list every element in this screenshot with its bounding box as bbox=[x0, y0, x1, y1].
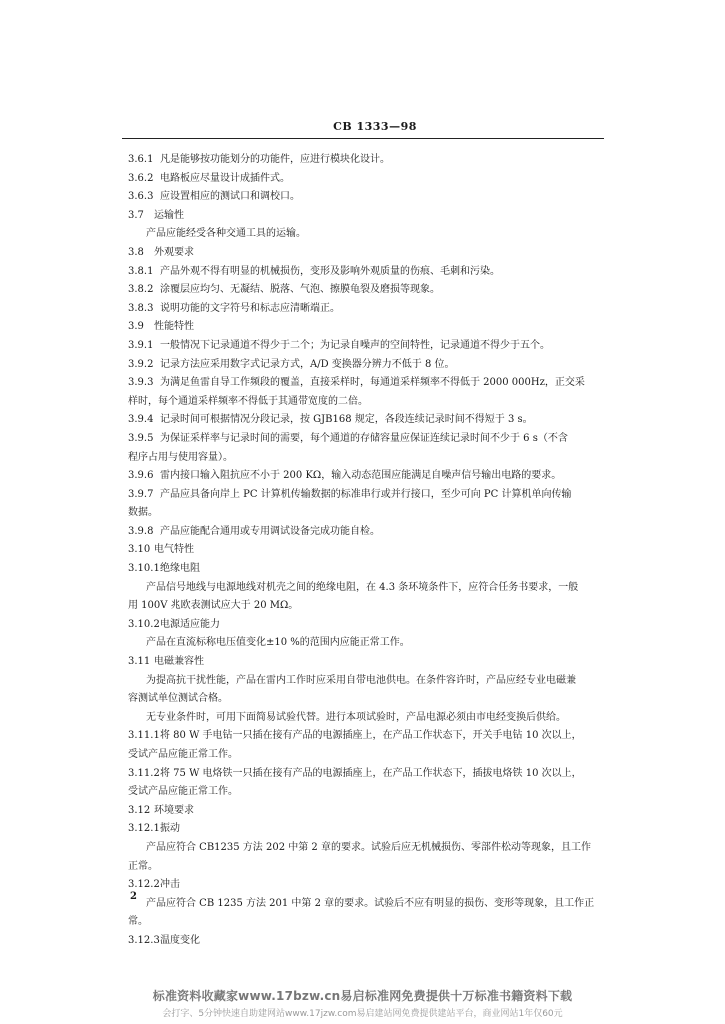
clause-text: 受试产品应能正常工作。 bbox=[128, 749, 238, 760]
clause-text: 一般情况下记录通道不得少于二个；为记录自噪声的空间特性，记录通道不得少于五个。 bbox=[160, 339, 550, 351]
clause-text: 产品应符合 CB 1235 方法 201 中第 2 章的要求。试验后不应有明显的损伤、变形等现象，且工作正 bbox=[146, 897, 595, 909]
document-line bbox=[128, 263, 604, 282]
document-line bbox=[128, 727, 604, 746]
document-line bbox=[128, 560, 604, 579]
clause-number: 3.9 bbox=[128, 321, 144, 333]
clause-text: 为保证采样率与记录时间的需要，每个通道的存储容量应保证连续记录时间不少于 6 s（不含 bbox=[160, 432, 568, 444]
clause-text: 温度变化 bbox=[160, 934, 200, 946]
document-line bbox=[128, 690, 604, 709]
document-line bbox=[128, 374, 604, 393]
document-line bbox=[128, 393, 604, 412]
clause-number: 3.8 bbox=[128, 246, 144, 258]
clause-text: 受试产品应能正常工作。 bbox=[128, 786, 238, 798]
clause-text: 产品应能配合通用或专用调试设备完成功能自检。 bbox=[160, 525, 380, 537]
clause-text: 容测试单位测试合格。 bbox=[128, 693, 228, 705]
clause-text: 将 75 W 电烙铁一只插在接有产品的电源插座上，在产品工作状态下，插拔电烙铁 10 次以上， bbox=[160, 767, 582, 779]
clause-text: 绝缘电阻 bbox=[160, 563, 200, 575]
document-line bbox=[128, 634, 604, 653]
document-line bbox=[128, 337, 604, 356]
document-body bbox=[128, 151, 604, 951]
document-line bbox=[128, 802, 604, 821]
clause-number: 3.12.2 bbox=[128, 879, 160, 891]
clause-number: 3.6.3 bbox=[128, 191, 154, 203]
document-line bbox=[128, 151, 604, 170]
clause-text: 产品外观不得有明显的机械损伤，变形及影响外观质量的伤痕、毛刺和污染。 bbox=[160, 265, 500, 277]
clause-number: 3.6.2 bbox=[128, 172, 154, 184]
document-line bbox=[128, 579, 604, 598]
document-line bbox=[128, 709, 604, 728]
document-line bbox=[128, 653, 604, 672]
clause-text: 外观要求 bbox=[154, 246, 194, 258]
clause-number: 3.11.2 bbox=[128, 767, 160, 779]
clause-text: 涂覆层应均匀、无凝结、脱落、气泡、擦膜龟裂及磨损等现象。 bbox=[160, 284, 440, 296]
document-line bbox=[128, 597, 604, 616]
document-line bbox=[128, 449, 604, 468]
document-line bbox=[128, 672, 604, 691]
clause-text: 冲击 bbox=[160, 879, 180, 891]
clause-number: 3.9.7 bbox=[128, 488, 154, 500]
clause-text: 振动 bbox=[160, 823, 180, 835]
clause-number: 3.12.3 bbox=[128, 934, 160, 946]
clause-text: 凡是能够按功能划分的功能件，应进行模块化设计。 bbox=[160, 154, 390, 165]
clause-number: 3.9.3 bbox=[128, 377, 154, 389]
clause-text: 雷内接口输入阻抗应不小于 200 KΩ，输入动态范围应能满足自噪声信号输出电路的要求。 bbox=[160, 470, 562, 482]
document-line bbox=[128, 225, 604, 244]
clause-number: 3.9.6 bbox=[128, 470, 154, 482]
clause-number: 3.10 bbox=[128, 544, 151, 556]
clause-number: 3.12 bbox=[128, 804, 151, 816]
document-line bbox=[128, 356, 604, 375]
clause-number: 3.7 bbox=[128, 209, 144, 221]
document-line bbox=[128, 244, 604, 263]
clause-number: 3.8.3 bbox=[128, 302, 154, 314]
document-line bbox=[128, 188, 604, 207]
document-line bbox=[128, 504, 604, 523]
document-line bbox=[128, 300, 604, 319]
clause-text: 为满足鱼雷自导工作频段的覆盖，直接采样时，每通道采样频率不得低于 2000 000Hz，正交采 bbox=[160, 377, 585, 389]
clause-text: 电磁兼容性 bbox=[154, 656, 204, 668]
document-line bbox=[128, 207, 604, 226]
footer-watermark-line1: 标准资料收藏家www.17bzw.cn易启标准网免费提供十万标准书籍资料下载 bbox=[152, 989, 573, 1003]
clause-number: 3.8.2 bbox=[128, 284, 154, 296]
document-line bbox=[128, 170, 604, 189]
document-line bbox=[128, 932, 604, 951]
document-line bbox=[128, 895, 604, 914]
clause-text: 电气特性 bbox=[154, 544, 194, 556]
document-line bbox=[128, 913, 604, 932]
clause-text: 正常。 bbox=[128, 860, 158, 872]
clause-text: 数据。 bbox=[128, 507, 158, 519]
clause-number: 3.10.1 bbox=[128, 563, 160, 575]
footer-watermark-line2: 会打字、5分钟快速自助建网站www.17jzw.com易启建站网免费提供建站平台，商业网站1年仅60元 bbox=[162, 1009, 563, 1019]
clause-text: 应设置相应的测试口和调校口。 bbox=[160, 191, 300, 203]
clause-text: 产品应具备向岸上 PC 计算机传输数据的标准串行或并行接口，至少可向 PC 计算机单向传输 bbox=[160, 488, 572, 500]
clause-number: 3.6.1 bbox=[128, 154, 154, 165]
clause-number: 3.9.1 bbox=[128, 339, 154, 351]
header-rule bbox=[122, 138, 604, 139]
clause-text: 常。 bbox=[128, 916, 148, 928]
clause-number: 3.11 bbox=[128, 656, 151, 668]
document-line bbox=[128, 430, 604, 449]
clause-number: 3.10.2 bbox=[128, 618, 160, 630]
clause-text: 记录方法应采用数字式记录方式，A/D 变换器分辨力不低于 8 位。 bbox=[160, 358, 455, 370]
clause-text: 为提高抗干扰性能，产品在雷内工作时应采用自带电池供电。在条件容许时，产品应经专业电磁兼 bbox=[146, 674, 576, 686]
page-number: 2 bbox=[130, 891, 137, 902]
clause-number: 3.9.2 bbox=[128, 358, 154, 370]
document-line bbox=[128, 876, 604, 895]
clause-text: 电源适应能力 bbox=[160, 618, 220, 630]
document-line bbox=[128, 746, 604, 765]
clause-number: 3.9.4 bbox=[128, 414, 154, 426]
clause-text: 样时，每个通道采样频率不得低于其通带宽度的二倍。 bbox=[128, 395, 368, 407]
document-line bbox=[128, 839, 604, 858]
clause-number: 3.12.1 bbox=[128, 823, 160, 835]
document-line bbox=[128, 523, 604, 542]
clause-text: 产品应能经受各种交通工具的运输。 bbox=[146, 228, 306, 240]
document-line bbox=[128, 783, 604, 802]
clause-number: 3.9.8 bbox=[128, 525, 154, 537]
document-line bbox=[128, 820, 604, 839]
clause-text: 说明功能的文字符号和标志应清晰端正。 bbox=[160, 302, 340, 314]
document-line bbox=[128, 765, 604, 784]
document-line bbox=[128, 467, 604, 486]
document-line bbox=[128, 281, 604, 300]
document-line bbox=[128, 411, 604, 430]
clause-text: 用 100V 兆欧表测试应大于 20 MΩ。 bbox=[128, 600, 299, 612]
document-line bbox=[128, 541, 604, 560]
clause-number: 3.8.1 bbox=[128, 265, 154, 277]
clause-text: 性能特性 bbox=[154, 321, 194, 333]
document-line bbox=[128, 318, 604, 337]
document-line bbox=[128, 858, 604, 877]
clause-text: 产品应符合 CB1235 方法 202 中第 2 章的要求。试验后应无机械损伤、零部件松动等现象，且工作 bbox=[146, 841, 591, 853]
clause-text: 记录时间可根据情况分段记录，按 GJB168 规定，各段连续记录时间不得短于 3 s。 bbox=[160, 414, 533, 426]
clause-number: 3.11.1 bbox=[128, 730, 160, 742]
document-line bbox=[128, 486, 604, 505]
clause-text: 运输性 bbox=[154, 209, 184, 221]
clause-text: 产品信号地线与电源地线对机壳之间的绝缘电阻，在 4.3 条环境条件下，应符合任务书要求，一般 bbox=[146, 581, 579, 593]
document-line bbox=[128, 616, 604, 635]
clause-text: 产品在直流标称电压值变化±10 %的范围内应能正常工作。 bbox=[146, 637, 410, 649]
standard-code-header: CB 1333—98 bbox=[333, 120, 417, 133]
clause-text: 环境要求 bbox=[154, 804, 194, 816]
clause-text: 电路板应尽量设计成插件式。 bbox=[160, 172, 290, 184]
clause-text: 将 80 W 手电钻一只插在接有产品的电源插座上，在产品工作状态下，开关手电钻 10 次以上， bbox=[160, 730, 582, 742]
clause-text: 程序占用与使用容量）。 bbox=[128, 451, 233, 463]
clause-text: 无专业条件时，可用下面简易试验代替。进行本项试验时，产品电源必须由市电经变换后供给。 bbox=[146, 711, 566, 723]
clause-number: 3.9.5 bbox=[128, 432, 154, 444]
